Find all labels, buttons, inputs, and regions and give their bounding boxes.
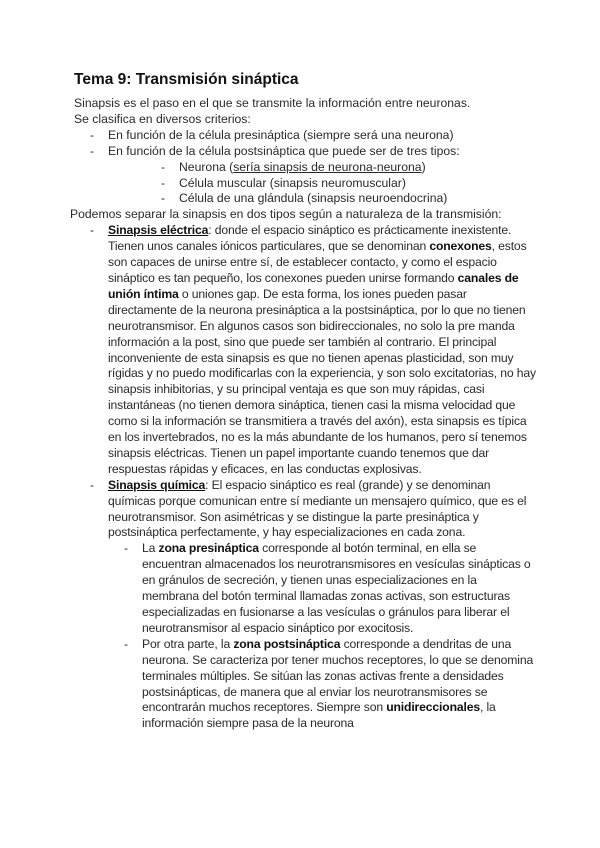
bullet-dash: - <box>161 159 166 174</box>
underlined-text: sería sinapsis de neurona-neurona <box>233 159 422 174</box>
bullet-dash: - <box>90 143 95 158</box>
criterion-text: En función de la célula presináptica (siempre será una neurona) <box>108 127 454 142</box>
document-body <box>70 96 536 732</box>
type-text: Neurona ( <box>179 159 234 174</box>
criterion-text: En función de la célula postsináptica que puede ser de tres tipos: <box>108 143 460 158</box>
list-item <box>108 160 536 176</box>
list-item-presynaptic <box>108 541 536 636</box>
list-item <box>108 191 536 207</box>
list-item-postsynaptic <box>108 637 536 732</box>
bold-term: unidireccionales <box>386 700 480 715</box>
separation-text: Podemos separar la sinapsis en dos tipos según a naturaleza de la transmisión: <box>70 207 502 222</box>
criteria-list <box>74 128 536 208</box>
paragraph-text: Por otra parte, la <box>142 636 234 651</box>
paragraph-text: corresponde al botón terminal, en ella se encuentran almacenados los neurotransmisores en vesículas sinápticas o en gránulos de secreción, y tienen unas especializaciones en la membrana del botón terminal llamadas zonas activas, son estructuras especializadas en fusionarse a las vesículas o gránulos para liberar el neurotransmisor al espacio sináptico por exocitosis. <box>142 541 531 635</box>
type-text: Célula de una glándula (sinapsis neuroendocrina) <box>179 191 448 206</box>
term-sinapsis-quimica: Sinapsis química <box>108 477 206 492</box>
bullet-dash: - <box>90 223 94 238</box>
list-item-chemical <box>74 478 536 733</box>
bullet-dash: - <box>90 477 94 492</box>
bullet-dash: - <box>161 191 166 206</box>
document-title: Tema 9: Transmisión sináptica <box>74 71 299 88</box>
bullet-dash: - <box>124 636 128 651</box>
bold-term: canales de unión íntima <box>108 270 519 301</box>
bold-term: conexones <box>429 239 492 254</box>
paragraph-text: , estos son capaces de unirse entre sí, de establecer contacto, y como el espacio sináptico es tan pequeño, los conexones pueden unirse formando <box>108 239 527 285</box>
paragraph-text: La <box>142 541 159 556</box>
term-sinapsis-electrica: Sinapsis eléctrica <box>108 223 209 238</box>
paragraph-text: , la información siempre pasa de la neurona <box>142 700 496 731</box>
bullet-dash: - <box>90 127 95 142</box>
bold-term: zona postsináptica <box>233 636 341 651</box>
list-item <box>74 144 536 208</box>
bold-term: zona presináptica <box>158 541 259 556</box>
list-item <box>74 128 536 144</box>
bullet-dash: - <box>161 175 166 190</box>
paragraph-text: corresponde a dendritas de una neurona. Se caracteriza por tener muchos receptores, lo que se denomina terminales múltiples. Se sitúan las zonas activas frente a densidades postsinápticas, de manera que al enviar los neurotransmisores se encontrarán muchos receptores. Siempre son <box>142 636 534 715</box>
bullet-dash: - <box>124 541 128 556</box>
list-item <box>108 176 536 192</box>
type-text: Célula muscular (sinapsis neuromuscular) <box>179 175 406 190</box>
postsynaptic-types-list <box>108 160 536 208</box>
synapse-types-list <box>74 223 536 732</box>
type-text-after: ) <box>421 159 426 174</box>
intro-line: Sinapsis es el paso en el que se transmite la información entre neuronas. <box>74 96 471 110</box>
paragraph-text: : El espacio sináptico es real (grande) y se denominan químicas porque comunican entre sí mediante un mensajero químico, que es el neurotransmisor. Son asimétricas y se distingue la parte presináptica y postsináptica perfectamente, y hay especializaciones en cada zona. <box>108 477 527 540</box>
list-item-electrical <box>74 223 536 478</box>
intro-line: Se clasifica en diversos criterios: <box>74 111 251 126</box>
paragraph-text: o uniones gap. De esta forma, los iones pueden pasar directamente de la neurona presináptica a la postsináptica, por lo que no tienen neurotransmisor. En algunos casos son bidireccionales, no solo la pre manda información a la post, sino que puede ser también al contrario. El principal inconveniente de esta sinapsis es que no tienen apenas plasticidad, son muy rígidas y no puedo modificarlas con la experiencia, y son solo excitatorias, no hay sinapsis inhibitorias, y su principal ventaja es que son muy rápidas, casi instantáneas (no tienen demora sináptica, tienen casi la misma velocidad que como si la información se transmitiera a través del axón), esta sinapsis es típica en los invertebrados, no es la más abundante de los humanos, pero sí tenemos sinapsis eléctricas. Tienen un papel importante cuando tenemos que dar respuestas rápidas y eficaces, en las conductas explosivas. <box>108 286 536 476</box>
paragraph-text: : donde el espacio sináptico es prácticamente inexistente. Tienen unos canales iónicos particulares, que se denominan <box>108 223 512 254</box>
zones-list <box>108 541 536 732</box>
